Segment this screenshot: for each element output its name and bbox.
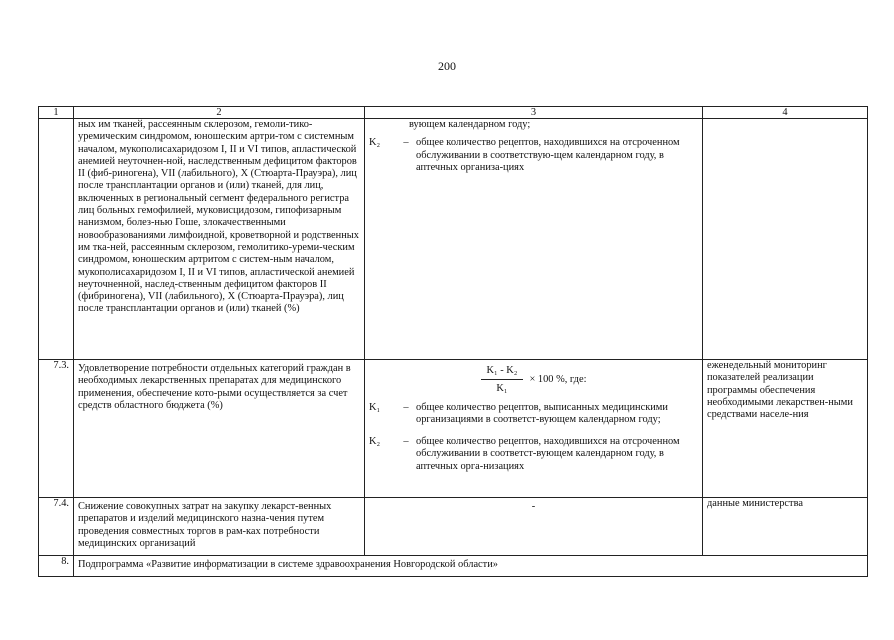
table-row-7-4 — [39, 498, 868, 556]
source-cell: данные министерства — [703, 498, 868, 556]
indicator-name-continued: ных им тканей, рассеянным склерозом, гемоли-тико-уремическим синдромом, юношеским артри-том с системным началом, мукополисахаридозом I, II и VI типов, апластической анемией неуточнен-ной, наследственным дефицитом факторов II (фиб-риногена), VII (лабильного), X (Стюарта-Прауэра), лиц после трансплантации органов и (или) тканей, для лиц, включенных в региональный сегмент федерального регистра лиц больных гемофилией, муковисцидозом, гипофизарным нанизмом, болез-нью Гоше, злокачественными новообразованиями лимфоидной, кроветворной и родственных им тка-ней, рассеянным склерозом, гемолитико-уреми-ческим синдромом, юношеским артритом с систем-ным началом, мукополисахаридозом I, II и VI типов, апластической анемией неуточненной, наслед-ственным дефицитом факторов II (фибриногена), VII (лабильного), X (Стюарта-Прауэра), лиц после трансплантации органов и (или) тканей (%) — [74, 119, 365, 360]
page-number: 200 — [438, 59, 456, 73]
formula-fraction — [481, 365, 524, 396]
row-number-empty — [39, 119, 74, 360]
subprogram-title: Подпрограмма «Развитие информатизации в системе здравоохранения Новгородской области» — [74, 556, 868, 577]
indicator-table — [38, 106, 868, 577]
definition-k1 — [369, 402, 698, 427]
formula-cell — [365, 360, 703, 498]
indicator-name: Удовлетворение потребности отдельных категорий граждан в необходимых лекарственных препаратах для медицинского применения, обеспечение кото-рыми осуществляется за счет средств областного бюджета (%) — [74, 360, 365, 498]
formula-tail: × 100 %, где: — [529, 374, 587, 386]
definition-k2 — [369, 137, 698, 174]
row-number: 7.3. — [39, 360, 74, 498]
table-row-7-3 — [39, 360, 868, 498]
formula-cell-continued — [365, 119, 703, 360]
row-number: 7.4. — [39, 498, 74, 556]
formula-continuation-text: вующем календарном году; — [409, 119, 531, 130]
formula-denominator: K₁ — [496, 383, 508, 395]
definition-dash: – — [403, 436, 409, 448]
definition-text: общее количество рецептов, выписанных медицинскими организациями в соответст-вующем календарном году; — [416, 401, 668, 425]
definition-k2 — [369, 436, 698, 473]
formula-cell — [365, 498, 703, 556]
definition-symbol: K₁ — [369, 401, 381, 413]
formula-numerator: K₁ - K₂ — [481, 365, 524, 380]
header-col-1: 1 — [39, 107, 74, 119]
table-header-row — [39, 107, 868, 119]
formula-dash: - — [531, 501, 536, 512]
header-col-2: 2 — [74, 107, 365, 119]
source-cell-empty — [703, 119, 868, 360]
definition-dash: – — [403, 137, 409, 149]
header-col-3: 3 — [365, 107, 703, 119]
definition-text: общее количество рецептов, находившихся на отсроченном обслуживании в соответствую-щем календарном году, в аптечных организа-циях — [416, 137, 680, 173]
source-cell: еженедельный мониторинг показателей реализации программы обеспечения необходимыми лекарствен-ными средствами населе-ния — [703, 360, 868, 498]
definition-text: общее количество рецептов, находившихся на отсроченном обслуживании в соответст-вующем календарном году, в аптечных орга-низациях — [416, 436, 680, 472]
formula — [369, 365, 698, 396]
header-col-4: 4 — [703, 107, 868, 119]
indicator-name: Снижение совокупных затрат на закупку лекарст-венных препаратов и изделий медицинского назна-чения путем проведения совместных торгов в рам-ках потребности медицинских организаций — [74, 498, 365, 556]
table-row-continuation — [39, 119, 868, 360]
definition-symbol: K₂ — [369, 436, 381, 448]
table-row-8 — [39, 556, 868, 577]
row-number: 8. — [39, 556, 74, 577]
definition-dash: – — [403, 401, 409, 413]
definition-symbol: K₂ — [369, 137, 381, 149]
